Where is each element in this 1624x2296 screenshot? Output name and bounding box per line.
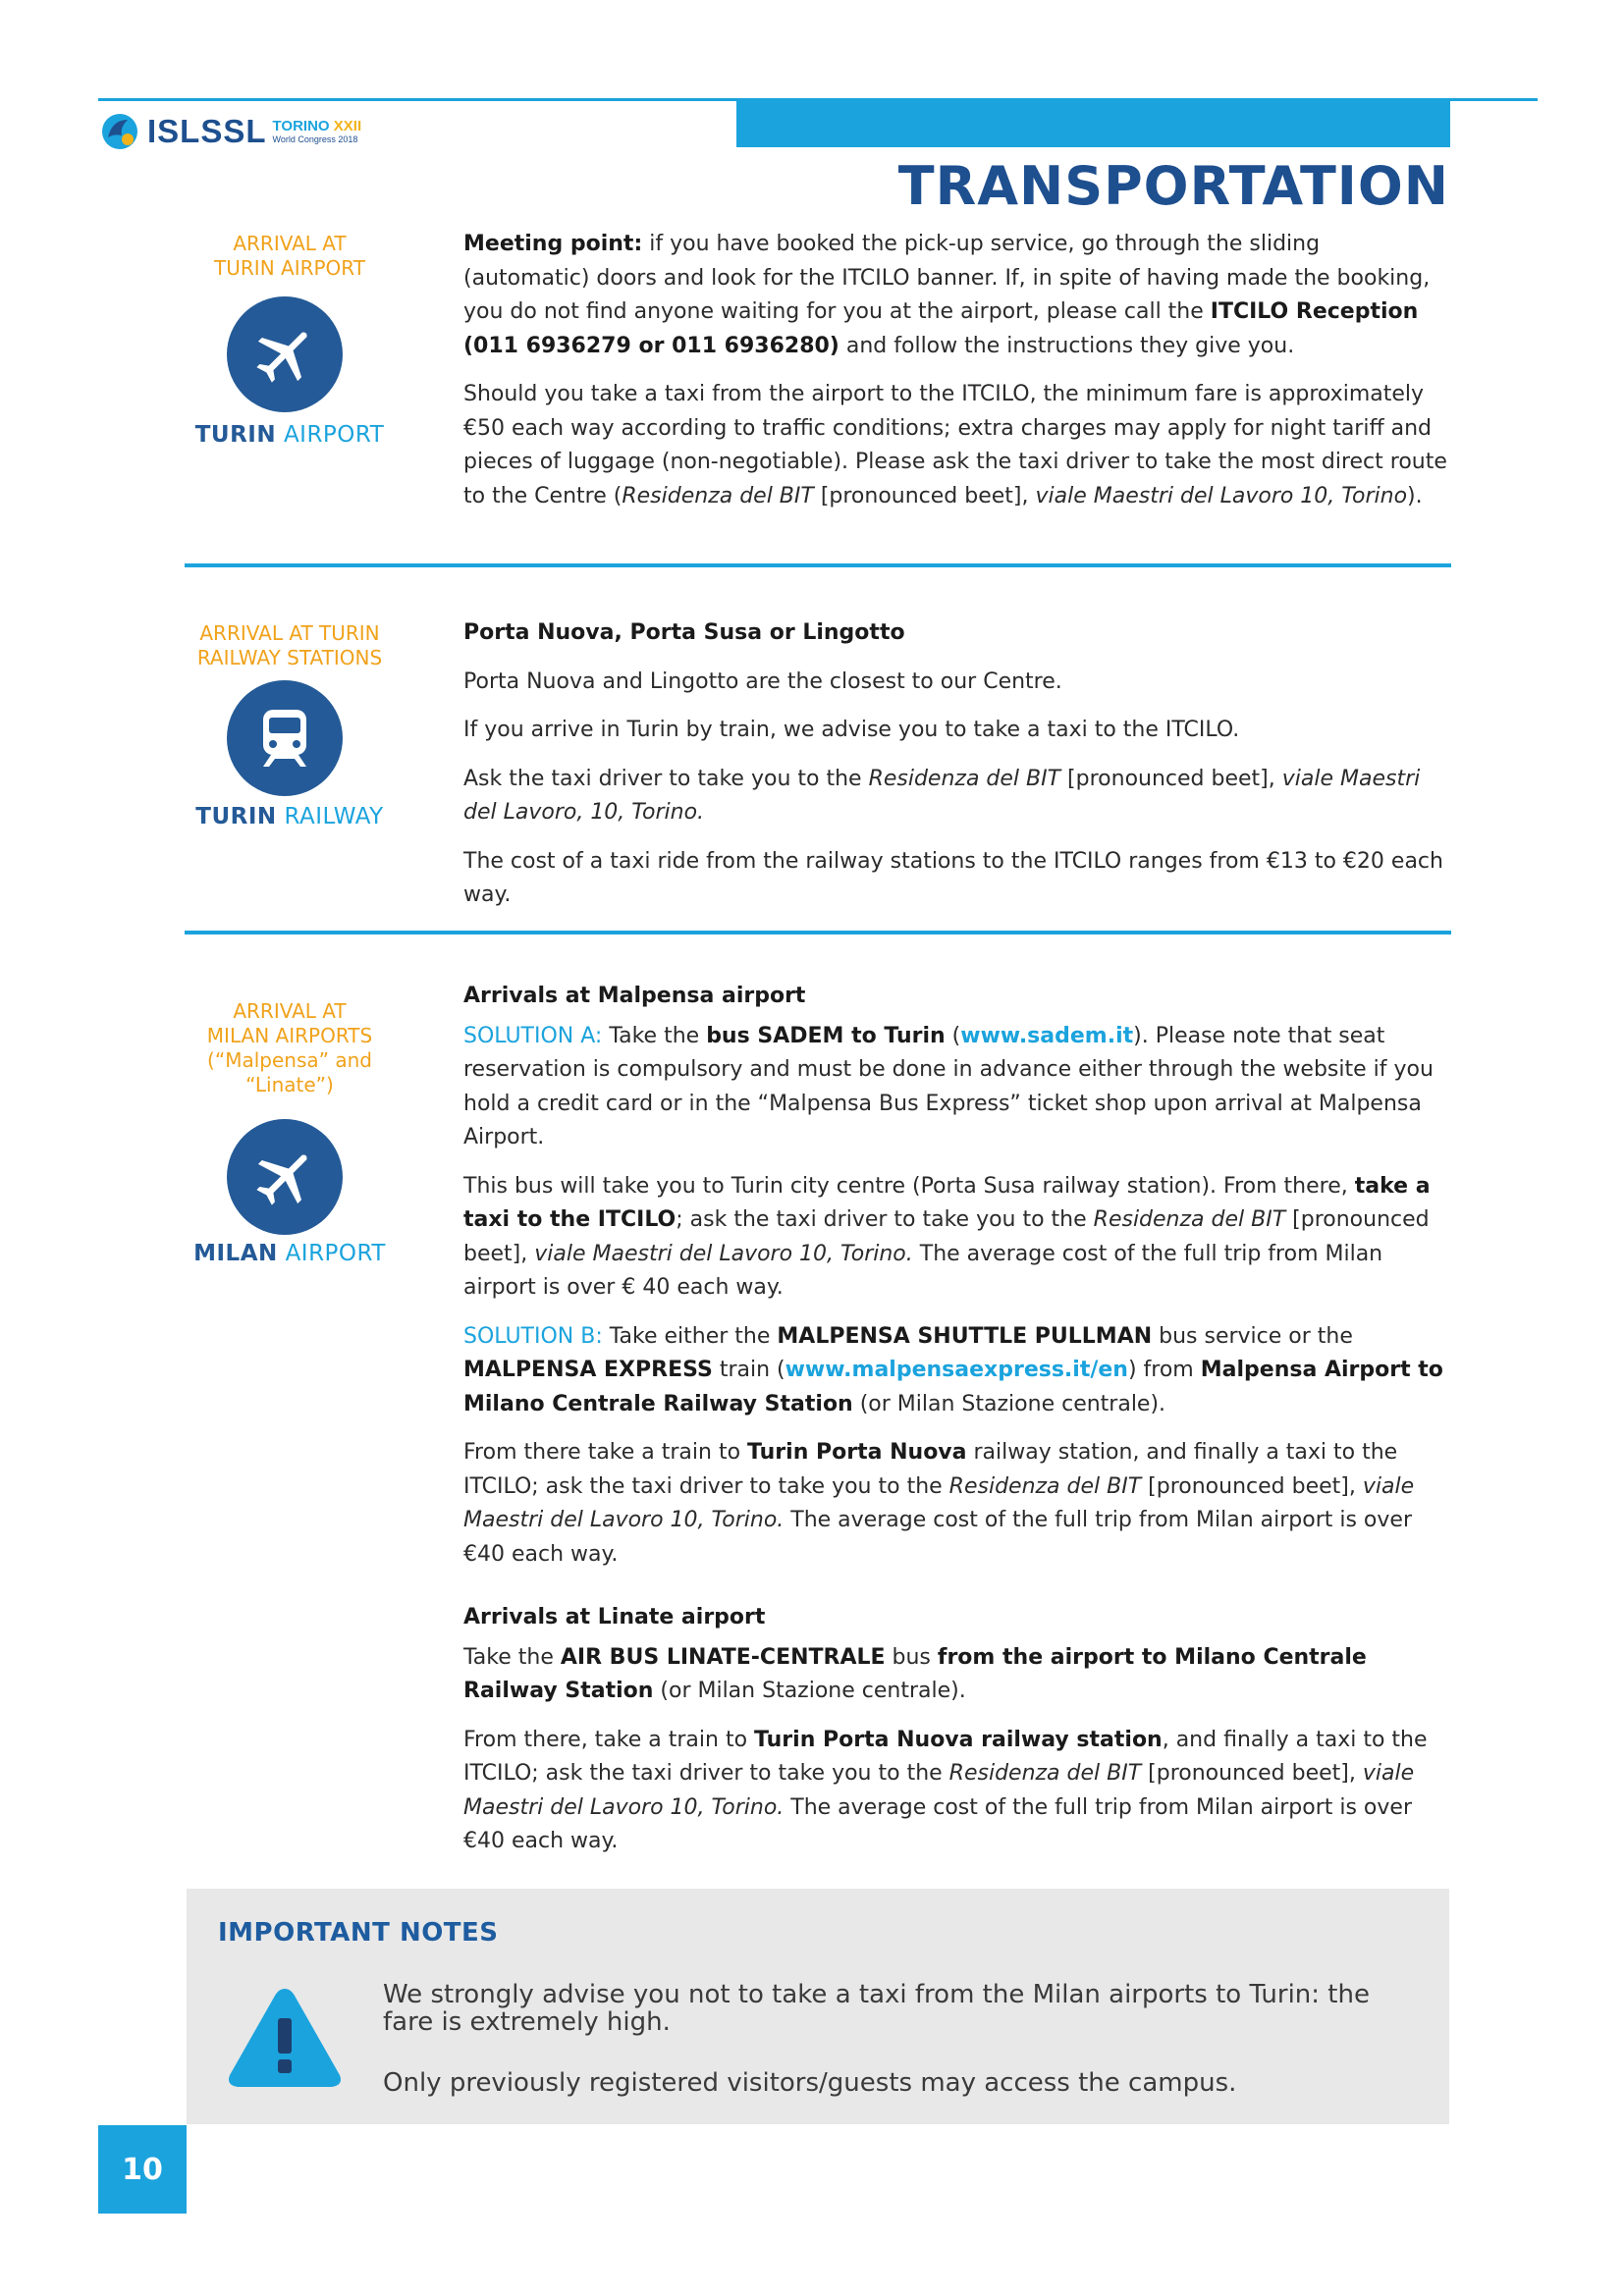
islssl-logo (98, 108, 361, 155)
subheading: Porta Nuova, Porta Susa or Lingotto (463, 620, 905, 645)
notes-title: IMPORTANT NOTES (218, 1918, 499, 1948)
section-caption-milan-airport: MILAN AIRPORT (193, 1241, 386, 1266)
logo-number: XXII (333, 118, 362, 134)
paragraph: Take the AIR BUS LINATE-CENTRALE bus from the airport to Milano Centrale Railway Station (or Milan Stazione centrale). (463, 1644, 1367, 1703)
header-band (736, 98, 1450, 147)
logo-mark-icon (98, 110, 141, 153)
paragraph: If you arrive in Turin by train, we advise you to take a taxi to the ITCILO. (463, 718, 1240, 742)
note-text: We strongly advise you not to take a taxi from the Milan airports to Turin: the fare is extremely high. (383, 1980, 1370, 2037)
section-caption-turin-railway: TURIN RAILWAY (195, 804, 384, 829)
subheading: Arrivals at Linate airport (463, 1605, 766, 1629)
section-body-turin-railway (463, 616, 1451, 928)
logo-city: TORINO (272, 118, 330, 134)
paragraph: This bus will take you to Turin city centre (Porta Susa railway station). From there, take a taxi to the ITCILO; ask the taxi driver to take you to the Residenza del BIT [pronounced beet], viale Maestri del Lavoro 10, Torino. The average cost of the full trip from Milan airport is over € 40 each way. (463, 1173, 1431, 1300)
note-text: Only previously registered visitors/guests may access the campus. (383, 2068, 1237, 2098)
paragraph: From there, take a train to Turin Porta Nuova railway station, and finally a taxi to the ITCILO; ask the taxi driver to take you to the Residenza del BIT [pronounced beet], viale Maestri del Lavoro 10, Torino. The average cost of the full trip from Milan airport is over €40 each way. (463, 1727, 1428, 1853)
airplane-icon (227, 1119, 343, 1235)
logo-subtitle: World Congress 2018 (272, 134, 358, 144)
page-title: TRANSPORTATION (897, 155, 1449, 217)
logo-wordmark: ISLSSL (147, 113, 267, 149)
train-icon (227, 680, 343, 796)
paragraph: Porta Nuova and Lingotto are the closest to our Centre. (463, 668, 1062, 694)
paragraph: The cost of a taxi ride from the railway stations to the ITCILO ranges from €13 to €20 each way. (463, 848, 1443, 907)
airplane-icon (227, 296, 343, 412)
subheading: Arrivals at Malpensa airport (463, 984, 806, 1008)
section-divider (185, 563, 1451, 567)
section-body-turin-airport (463, 228, 1451, 528)
paragraph: Meeting point: if you have booked the pick-up service, go through the sliding (automatic) doors and look for the ITCILO banner. If, in spite of having made the booking, you do not find anyone waiting for you at the airport, please call the ITCILO Reception (011 6936279 or 011 6936280) and follow the instructions they give you. (463, 232, 1431, 358)
section-label-turin-railway: ARRIVAL AT TURIN RAILWAY STATIONS (196, 621, 383, 669)
section-label-milan-airports: ARRIVAL AT MILAN AIRPORTS (“Malpensa” and “Linate”) (206, 999, 373, 1096)
section-caption-turin-airport: TURIN AIRPORT (194, 422, 385, 448)
malpensa-express-link[interactable]: www.malpensaexpress.it/en (785, 1358, 1128, 1382)
paragraph: SOLUTION A: Take the bus SADEM to Turin (www.sadem.it). Please note that seat reservation is compulsory and must be done in advance either through the website if you hold a credit card or in the “Malpensa Bus Express” ticket shop upon arrival at Malpensa Airport. (463, 1023, 1434, 1149)
warning-icon (224, 1983, 346, 2097)
paragraph: Should you take a taxi from the airport to the ITCILO, the minimum fare is approximately €50 each way according to traffic conditions; extra charges may apply for night tariff and pieces of luggage (non-negotiable). Please ask the taxi driver to take the most direct route to the Centre (Residenza del BIT [pronounced beet], viale Maestri del Lavoro 10, Torino). (463, 382, 1447, 508)
paragraph: SOLUTION B: Take either the MALPENSA SHUTTLE PULLMAN bus service or the MALPENSA EXPRESS train (www.malpensaexpress.it/en) from Malpensa Airport to Milano Centrale Railway Station (or Milan Stazione centrale). (463, 1323, 1443, 1416)
section-divider (185, 931, 1451, 934)
sadem-link[interactable]: www.sadem.it (960, 1023, 1134, 1048)
paragraph: From there take a train to Turin Porta Nuova railway station, and finally a taxi to the ITCILO; ask the taxi driver to take you to the Residenza del BIT [pronounced beet], viale Maestri del Lavoro 10, Torino. The average cost of the full trip from Milan airport is over €40 each way. (463, 1440, 1415, 1567)
section-label-turin-airport: ARRIVAL AT TURIN AIRPORT (214, 232, 365, 280)
section-body-milan-airports (463, 980, 1451, 1874)
paragraph: Ask the taxi driver to take you to the Residenza del BIT [pronounced beet], viale Maestri del Lavoro, 10, Torino. (463, 766, 1421, 825)
page-number: 10 (98, 2125, 187, 2214)
